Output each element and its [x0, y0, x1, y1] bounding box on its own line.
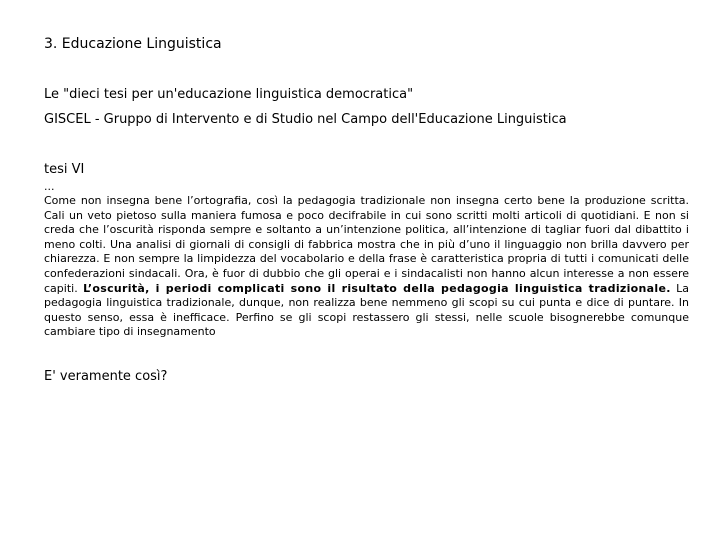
closing-question: E' veramente così? — [44, 369, 168, 384]
group-name: GISCEL - Gruppo di Intervento e di Studio nel Campo dell'Educazione Linguistica — [44, 112, 567, 127]
thesis-body — [44, 194, 689, 340]
thesis-body-text-before: Come non insegna bene l’ortografia, così la pedagogia tradizionale non insegna certo bene la produzione scritta. Cali un veto pietoso sulla maniera fumosa e poco decifrabile in cui sono scritti molti articoli di quotidiani. E non si creda che l’oscurità risponda sempre e soltanto a un’intenzione politica, all’intenzione di tagliar fuori dal dibattito i meno colti. Una analisi di giornali di consigli di fabbrica mostra che in più d’uno il linguaggio non brilla davvero per chiarezza. E non sempre la limpidezza del vocabolario e della frase è caratteristica propria di tutti i comunicati delle confederazioni sindacali. Ora, è fuor di dubbio che gli operai e i sindacalisti non hanno alcun interesse a non essere capiti. — [44, 194, 689, 295]
section-heading: 3. Educazione Linguistica — [44, 36, 222, 52]
thesis-body-text-after: La pedagogia linguistica tradizionale, dunque, non realizza bene nemmeno gli scopi su cui punta e dice di puntare. In questo senso, essa è inefficace. Perfino se gli scopi restassero gli stessi, nelle scuole bisognerebbe comunque cambiare tipo di insegnamento — [44, 281, 689, 339]
ellipsis: ... — [44, 180, 55, 193]
thesis-body-bold-statement: L’oscurità, i periodi complicati sono il risultato della pedagogia linguistica tradizionale. — [83, 281, 671, 295]
thesis-label: tesi VI — [44, 162, 85, 177]
subtitle: Le "dieci tesi per un'educazione linguistica democratica" — [44, 87, 414, 102]
